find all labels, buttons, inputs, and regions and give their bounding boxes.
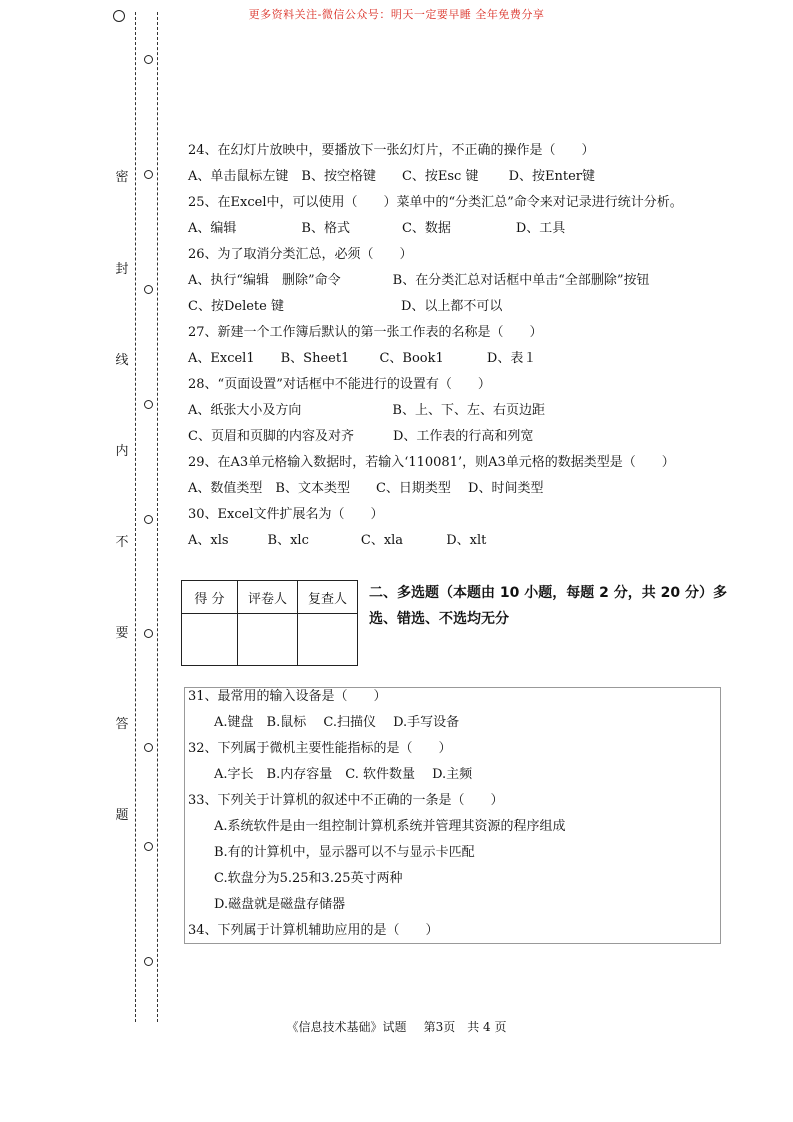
binding-hole-icon	[144, 842, 153, 851]
seal-char: 不	[115, 535, 129, 550]
seal-char: 题	[115, 808, 129, 823]
score-header-cell: 得 分	[182, 581, 238, 614]
option-line: A、数值类型 B、文本类型 C、日期类型 D、时间类型	[188, 481, 544, 496]
seal-char: 线	[115, 353, 129, 368]
option-line: D.磁盘就是磁盘存储器	[188, 897, 346, 912]
option-line: A.字长 B.内存容量 C. 软件数量 D.主频	[188, 767, 473, 782]
dashed-line-outer	[135, 12, 136, 1022]
question-line: 33、下列关于计算机的叙述中不正确的一条是（ ）	[188, 793, 504, 808]
binding-hole-icon	[144, 629, 153, 638]
seal-char: 答	[115, 717, 129, 732]
option-line: A、纸张大小及方向 B、上、下、左、右页边距	[188, 403, 545, 418]
header-note: 更多资料关注-微信公众号：明天一定要早睡 全年免费分享	[248, 8, 545, 21]
option-line: A.系统软件是由一组控制计算机系统并管理其资源的程序组成	[188, 819, 566, 834]
option-line: B.有的计算机中，显示器可以不与显示卡匹配	[188, 845, 475, 860]
section-two-title-line1: 二、多选题（本题由 10 小题，每题 2 分，共 20 分）多	[369, 585, 727, 601]
question-block-multi-choice	[188, 687, 713, 947]
binding-hole-icon	[144, 285, 153, 294]
page-footer	[0, 1016, 793, 1035]
question-line: 25、在Excel中，可以使用（ ）菜单中的“分类汇总”命令来对记录进行统计分析。	[188, 195, 683, 210]
seal-char: 封	[115, 262, 129, 277]
option-line: A、xls B、xlc C、xla D、xlt	[188, 533, 487, 548]
binding-hole-icon	[113, 10, 125, 22]
option-line: C.软盘分为5.25和3.25英寸两种	[188, 871, 403, 886]
question-line: 34、下列属于计算机辅助应用的是（ ）	[188, 923, 439, 938]
question-line: 32、下列属于微机主要性能指标的是（ ）	[188, 741, 452, 756]
binding-hole-icon	[144, 400, 153, 409]
question-line: 29、在A3单元格输入数据时，若输入‘110081’，则A3单元格的数据类型是（ ）	[188, 455, 675, 470]
question-block-single-choice	[188, 141, 748, 557]
binding-hole-icon	[144, 55, 153, 64]
section-two-title-line2: 选、错选、不选均无分	[369, 611, 509, 627]
option-line: A、编辑 B、格式 C、数据 D、工具	[188, 221, 566, 236]
section-two-title	[369, 580, 729, 632]
footer-page-number: 第3页 共 4 页	[423, 1020, 507, 1034]
option-line: C、按Delete 键 D、以上都不可以	[188, 299, 503, 314]
reviewer-input-cell[interactable]	[298, 614, 358, 666]
option-line: A、Excel1 B、Sheet1 C、Book1 D、表１	[188, 351, 537, 366]
question-line: 27、新建一个工作簿后默认的第一张工作表的名称是（ ）	[188, 325, 543, 340]
question-line: 26、为了取消分类汇总，必须（ ）	[188, 247, 413, 262]
binding-hole-icon	[144, 170, 153, 179]
option-line: A.键盘 B.鼠标 C.扫描仪 D.手写设备	[188, 715, 460, 730]
reviewer-header-cell: 复查人	[298, 581, 358, 614]
option-line: A、执行“编辑 删除”命令 B、在分类汇总对话框中单击“全部删除”按钮	[188, 273, 650, 288]
question-line: 24、在幻灯片放映中，要播放下一张幻灯片，不正确的操作是（ ）	[188, 143, 595, 158]
seal-char: 密	[115, 170, 129, 185]
question-line: 30、Excel文件扩展名为（ ）	[188, 507, 384, 522]
seal-char: 要	[115, 626, 129, 641]
option-line: A、单击鼠标左键 B、按空格键 C、按Esc 键 D、按Enter键	[188, 169, 596, 184]
question-line: 31、最常用的输入设备是（ ）	[188, 689, 387, 704]
seal-char: 内	[115, 444, 129, 459]
score-table	[181, 580, 358, 666]
binding-hole-icon	[144, 743, 153, 752]
grader-input-cell[interactable]	[238, 614, 298, 666]
grader-header-cell: 评卷人	[238, 581, 298, 614]
question-line: 28、“页面设置”对话框中不能进行的设置有（ ）	[188, 377, 491, 392]
option-line: C、页眉和页脚的内容及对齐 D、工作表的行高和列宽	[188, 429, 534, 444]
score-input-cell[interactable]	[182, 614, 238, 666]
binding-hole-icon	[144, 515, 153, 524]
dashed-line-inner	[157, 12, 158, 1022]
footer-title: 《信息技术基础》试题	[286, 1020, 407, 1034]
binding-hole-icon	[144, 957, 153, 966]
